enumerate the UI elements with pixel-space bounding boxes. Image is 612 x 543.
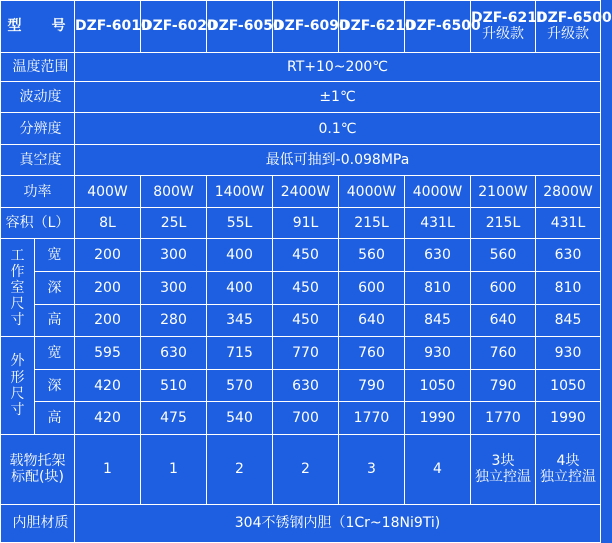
outer-depth-row bbox=[1, 369, 601, 402]
chamber-dim-label: 深 bbox=[35, 271, 75, 304]
outer-value: 1990 bbox=[536, 402, 601, 435]
chamber-value: 810 bbox=[405, 271, 471, 304]
chamber-value: 450 bbox=[273, 271, 339, 304]
chamber-value: 345 bbox=[207, 304, 273, 337]
outer-value: 420 bbox=[75, 402, 141, 435]
outer-value: 1050 bbox=[536, 369, 601, 402]
shelves-value: 3块 独立控温 bbox=[471, 435, 536, 505]
power-row bbox=[1, 176, 601, 207]
outer-size-label: 外 形 尺 寸 bbox=[1, 337, 35, 435]
outer-value: 770 bbox=[273, 337, 339, 370]
chamber-value: 810 bbox=[536, 271, 601, 304]
temp-range-label: 温度范围 bbox=[1, 52, 75, 81]
temp-range-row bbox=[1, 52, 601, 81]
outer-value: 475 bbox=[141, 402, 207, 435]
outer-value: 540 bbox=[207, 402, 273, 435]
power-value: 4000W bbox=[405, 176, 471, 207]
liner-label: 内胆材质 bbox=[1, 504, 75, 542]
outer-value: 790 bbox=[339, 369, 405, 402]
fluctuation-label: 波动度 bbox=[1, 81, 75, 112]
outer-value: 790 bbox=[471, 369, 536, 402]
model-name: DZF-6210 bbox=[339, 18, 415, 35]
power-value: 4000W bbox=[339, 176, 405, 207]
shelves-value: 3 bbox=[339, 435, 405, 505]
model-cell bbox=[536, 1, 612, 53]
model-cell bbox=[339, 1, 415, 53]
resolution-value: 0.1℃ bbox=[75, 113, 601, 144]
model-cell bbox=[273, 1, 349, 53]
outer-value: 630 bbox=[273, 369, 339, 402]
model-label-right: 号 bbox=[51, 18, 68, 35]
resolution-label: 分辨度 bbox=[1, 113, 75, 144]
chamber-value: 560 bbox=[339, 239, 405, 272]
shelves-value: 1 bbox=[75, 435, 141, 505]
model-name: DZF-6500 bbox=[405, 18, 481, 35]
liner-row bbox=[1, 504, 601, 542]
chamber-value: 630 bbox=[405, 239, 471, 272]
outer-dim-label: 深 bbox=[35, 369, 75, 402]
power-value: 2400W bbox=[273, 176, 339, 207]
chamber-value: 845 bbox=[536, 304, 601, 337]
volume-value: 91L bbox=[273, 207, 339, 238]
outer-value: 930 bbox=[405, 337, 471, 370]
liner-value: 304不锈钢内胆（1Cr~18Ni9Ti) bbox=[75, 504, 601, 542]
shelves-row bbox=[1, 435, 601, 505]
vacuum-label: 真空度 bbox=[1, 144, 75, 175]
fluctuation-row bbox=[1, 81, 601, 112]
outer-dim-label: 宽 bbox=[35, 337, 75, 370]
chamber-value: 400 bbox=[207, 239, 273, 272]
chamber-value: 200 bbox=[75, 271, 141, 304]
model-name: DZF-6500 bbox=[536, 10, 612, 27]
chamber-value: 400 bbox=[207, 271, 273, 304]
volume-value: 215L bbox=[471, 207, 536, 238]
chamber-value: 200 bbox=[75, 304, 141, 337]
vacuum-value: 最低可抽到-0.098MPa bbox=[75, 144, 601, 175]
volume-value: 25L bbox=[141, 207, 207, 238]
power-value: 800W bbox=[141, 176, 207, 207]
power-value: 2100W bbox=[471, 176, 536, 207]
shelves-value: 4块 独立控温 bbox=[536, 435, 601, 505]
shelves-value: 4 bbox=[405, 435, 471, 505]
outer-value: 595 bbox=[75, 337, 141, 370]
chamber-value: 450 bbox=[273, 304, 339, 337]
power-label: 功率 bbox=[1, 176, 75, 207]
volume-value: 8L bbox=[75, 207, 141, 238]
chamber-value: 640 bbox=[471, 304, 536, 337]
volume-value: 431L bbox=[536, 207, 601, 238]
chamber-value: 280 bbox=[141, 304, 207, 337]
chamber-value: 560 bbox=[471, 239, 536, 272]
outer-value: 1770 bbox=[471, 402, 536, 435]
model-cell bbox=[141, 1, 217, 53]
model-cell bbox=[75, 1, 151, 53]
chamber-value: 300 bbox=[141, 271, 207, 304]
chamber-value: 640 bbox=[339, 304, 405, 337]
outer-value: 760 bbox=[471, 337, 536, 370]
outer-value: 510 bbox=[141, 369, 207, 402]
outer-value: 1990 bbox=[405, 402, 471, 435]
model-name: DZF-6090 bbox=[273, 18, 349, 35]
chamber-width-row bbox=[1, 239, 601, 272]
outer-value: 1770 bbox=[339, 402, 405, 435]
chamber-dim-label: 高 bbox=[35, 304, 75, 337]
model-cell bbox=[207, 1, 283, 53]
temp-range-value: RT+10~200℃ bbox=[75, 52, 601, 81]
power-value: 1400W bbox=[207, 176, 273, 207]
model-variant: 升级款 bbox=[482, 26, 524, 43]
chamber-height-row bbox=[1, 304, 601, 337]
outer-width-row bbox=[1, 337, 601, 370]
shelves-value: 2 bbox=[273, 435, 339, 505]
resolution-row bbox=[1, 113, 601, 144]
outer-value: 715 bbox=[207, 337, 273, 370]
chamber-size-label: 工 作 室 尺 寸 bbox=[1, 239, 35, 337]
model-header-label bbox=[1, 1, 75, 53]
outer-height-row bbox=[1, 402, 601, 435]
shelves-value: 1 bbox=[141, 435, 207, 505]
volume-value: 215L bbox=[339, 207, 405, 238]
outer-value: 1050 bbox=[405, 369, 471, 402]
model-name: DZF-6050 bbox=[207, 18, 283, 35]
outer-value: 700 bbox=[273, 402, 339, 435]
shelves-label: 载物托架 标配(块) bbox=[1, 435, 75, 505]
model-variant: 升级款 bbox=[547, 26, 589, 43]
outer-value: 930 bbox=[536, 337, 601, 370]
outer-dim-label: 高 bbox=[35, 402, 75, 435]
chamber-value: 600 bbox=[339, 271, 405, 304]
volume-value: 431L bbox=[405, 207, 471, 238]
power-value: 2800W bbox=[536, 176, 601, 207]
model-name: DZF-6020 bbox=[141, 18, 217, 35]
chamber-depth-row bbox=[1, 271, 601, 304]
outer-value: 420 bbox=[75, 369, 141, 402]
volume-value: 55L bbox=[207, 207, 273, 238]
chamber-value: 450 bbox=[273, 239, 339, 272]
model-label-left: 型 bbox=[7, 18, 24, 35]
fluctuation-value: ±1℃ bbox=[75, 81, 601, 112]
shelves-value: 2 bbox=[207, 435, 273, 505]
outer-value: 760 bbox=[339, 337, 405, 370]
outer-value: 630 bbox=[141, 337, 207, 370]
chamber-value: 600 bbox=[471, 271, 536, 304]
chamber-value: 630 bbox=[536, 239, 601, 272]
model-cell bbox=[405, 1, 481, 53]
chamber-value: 200 bbox=[75, 239, 141, 272]
volume-label: 容积（L） bbox=[1, 207, 75, 238]
chamber-value: 845 bbox=[405, 304, 471, 337]
power-value: 400W bbox=[75, 176, 141, 207]
chamber-dim-label: 宽 bbox=[35, 239, 75, 272]
chamber-value: 300 bbox=[141, 239, 207, 272]
model-name: DZF-6210 bbox=[471, 10, 547, 27]
model-name: DZF-6010 bbox=[75, 18, 151, 35]
outer-value: 570 bbox=[207, 369, 273, 402]
vacuum-row bbox=[1, 144, 601, 175]
volume-row bbox=[1, 207, 601, 238]
header-row bbox=[1, 1, 601, 53]
